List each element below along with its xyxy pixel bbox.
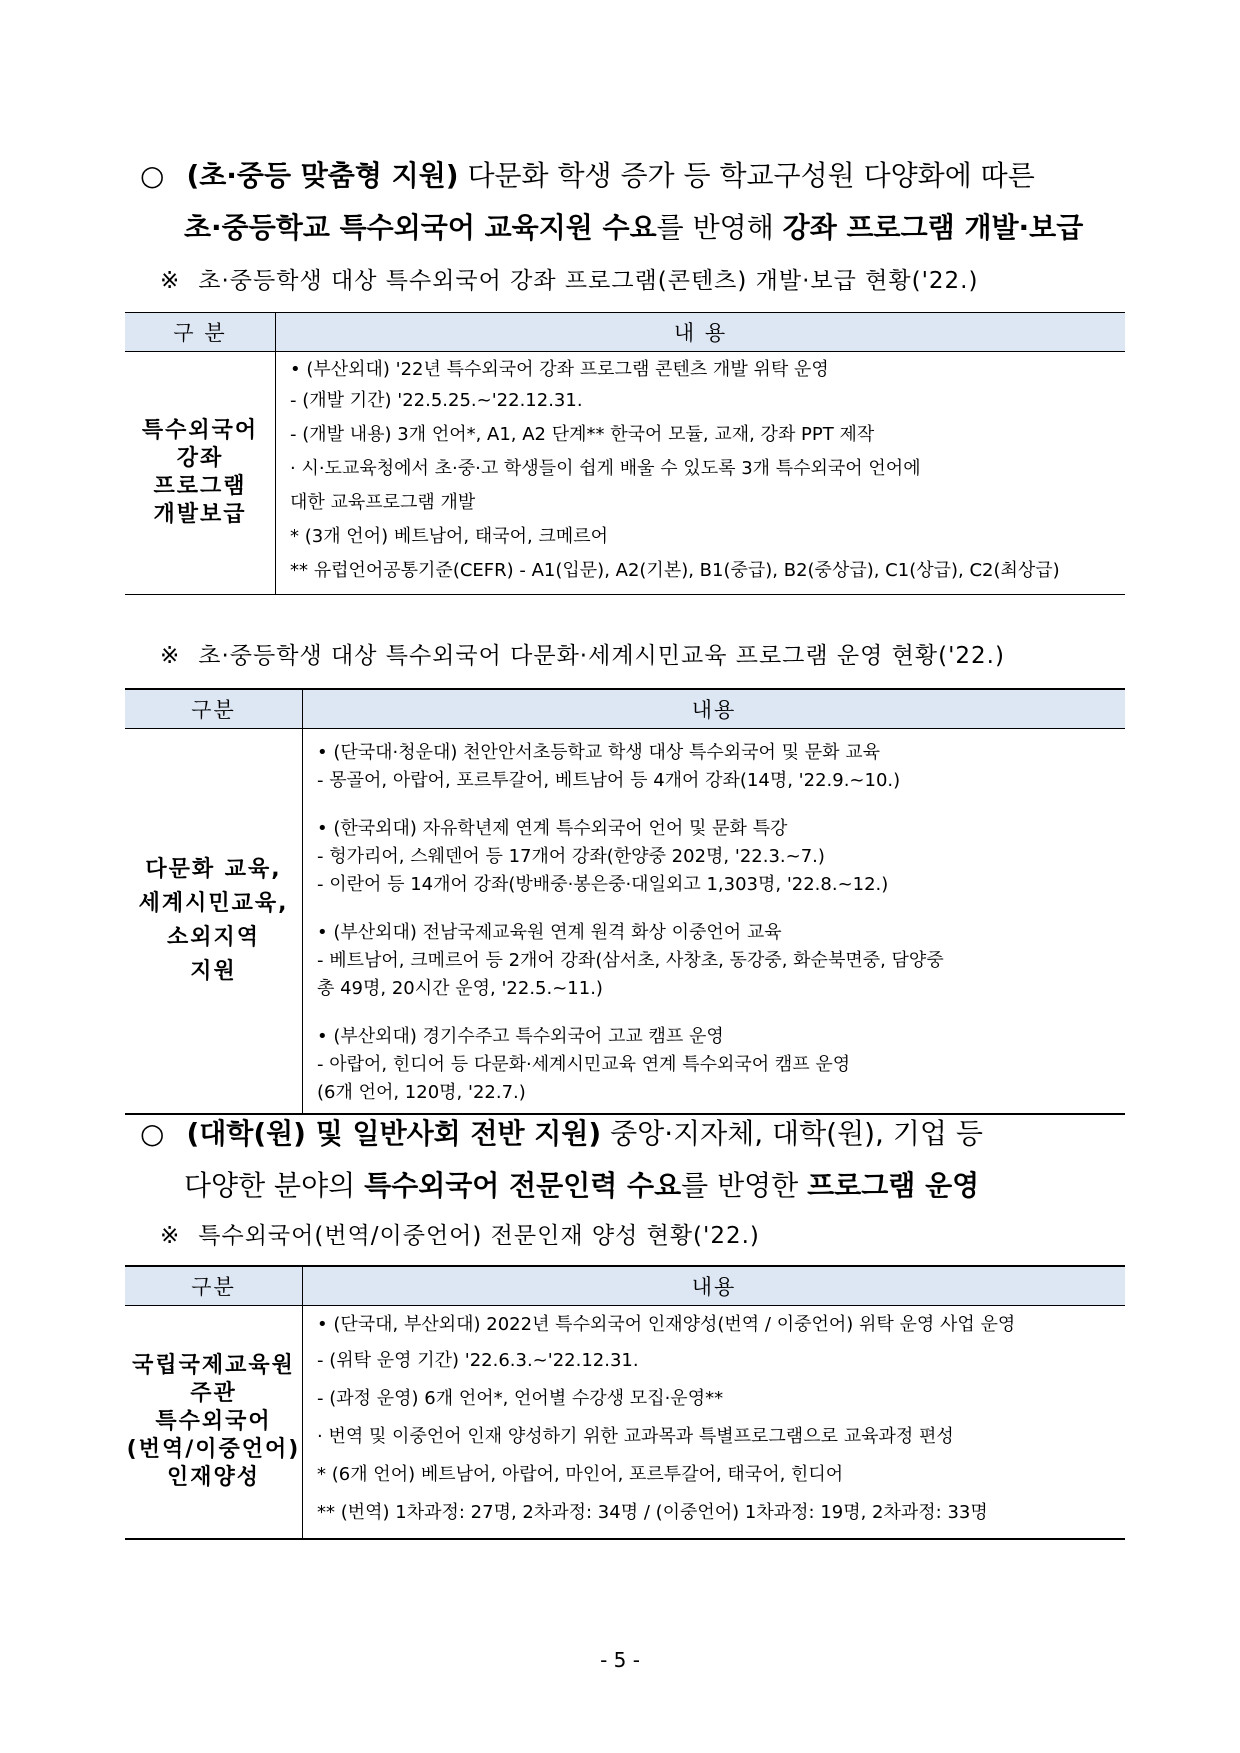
circle-bullet-icon: ○ bbox=[140, 159, 165, 192]
content-line: • (부산외대) 경기수주고 특수외국어 고교 캠프 운영 bbox=[317, 1026, 724, 1047]
row-content bbox=[276, 352, 1126, 595]
category-word: 국립국제교육원 bbox=[132, 1353, 295, 1378]
section-university-support bbox=[140, 1108, 1130, 1212]
content-line: · 시·도교육청에서 초·중·고 학생들이 쉽게 배울 수 있도록 3개 특수외국어 언어에 bbox=[290, 458, 921, 479]
caption-text: 초·중등학생 대상 특수외국어 다문화·세계시민교육 프로그램 운영 현황('22.) bbox=[198, 643, 1005, 669]
row-category bbox=[125, 352, 276, 595]
row-category bbox=[125, 729, 303, 1115]
category-word: 개발보급 bbox=[153, 502, 247, 527]
category-word: 다문화 교육, bbox=[145, 857, 282, 882]
table-header-row bbox=[125, 313, 1125, 352]
table-row bbox=[125, 729, 1125, 1115]
content-line: - 몽골어, 아랍어, 포르투갈어, 베트남어 등 4개어 강좌(14명, '22.9.~10.) bbox=[317, 770, 901, 791]
header-category: 구분 bbox=[125, 1266, 303, 1306]
section-text: 를 반영한 bbox=[681, 1169, 808, 1202]
content-line: · 번역 및 이중언어 인재 양성하기 위한 교과목과 특별프로그램으로 교육과정 편성 bbox=[317, 1426, 954, 1447]
reference-mark-icon: ※ bbox=[160, 1223, 181, 1249]
reference-mark-icon: ※ bbox=[160, 268, 181, 294]
table-row bbox=[125, 352, 1125, 595]
content-line: - 베트남어, 크메르어 등 2개어 강좌(삼서초, 사창초, 동강중, 화순북면중, 담양중 bbox=[317, 950, 944, 971]
section-heading: (대학(원) 및 일반사회 전반 지원) bbox=[186, 1117, 602, 1150]
content-line: - (개발 내용) 3개 언어*, A1, A2 단계** 한국어 모듈, 교재, 강좌 PPT 제작 bbox=[290, 424, 875, 445]
header-category: 구 분 bbox=[125, 313, 276, 352]
talent-training-table bbox=[125, 1265, 1125, 1540]
course-program-table bbox=[125, 312, 1125, 595]
content-line: • (단국대·청운대) 천안안서초등학교 학생 대상 특수외국어 및 문화 교육 bbox=[317, 742, 881, 763]
caption-text: 초·중등학생 대상 특수외국어 강좌 프로그램(콘텐츠) 개발·보급 현황('22.) bbox=[198, 268, 979, 294]
content-line: - 헝가리어, 스웨덴어 등 17개어 강좌(한양중 202명, '22.3.~7.) bbox=[317, 846, 825, 867]
table1-caption bbox=[160, 262, 978, 295]
section-text: 다양한 분야의 bbox=[184, 1169, 365, 1202]
section-text: 중앙·지자체, 대학(원), 기업 등 bbox=[601, 1117, 983, 1150]
category-word: 소외지역 bbox=[166, 925, 260, 950]
header-content: 내용 bbox=[303, 689, 1126, 729]
section-line-2 bbox=[140, 1160, 1130, 1212]
content-line: - (위탁 운영 기간) '22.6.3.~'22.12.31. bbox=[317, 1350, 639, 1371]
content-line: - 아랍어, 힌디어 등 다문화·세계시민교육 연계 특수외국어 캠프 운영 bbox=[317, 1054, 851, 1075]
table2-caption bbox=[160, 637, 1005, 670]
content-line: - (과정 운영) 6개 언어*, 언어별 수강생 모집·운영** bbox=[317, 1388, 724, 1409]
category-word: (번역/이중언어) bbox=[126, 1437, 301, 1462]
header-content: 내용 bbox=[303, 1266, 1126, 1306]
category-word: 프로그램 bbox=[153, 474, 247, 499]
caption-text: 특수외국어(번역/이중언어) 전문인재 양성 현황('22.) bbox=[198, 1223, 760, 1249]
content-line: * (3개 언어) 베트남어, 태국어, 크메르어 bbox=[290, 526, 608, 547]
category-word: 인재양성 bbox=[166, 1465, 260, 1490]
reference-mark-icon: ※ bbox=[160, 643, 181, 669]
content-line: • (한국외대) 자유학년제 연계 특수외국어 언어 및 문화 특강 bbox=[317, 818, 788, 839]
content-line: ** 유럽언어공통기준(CEFR) - A1(입문), A2(기본), B1(중급), B2(중상급), C1(상급), C2(최상급) bbox=[290, 560, 1060, 581]
content-line: - 이란어 등 14개어 강좌(방배중·봉은중·대일외고 1,303명, '22.8.~12.) bbox=[317, 874, 889, 895]
table-header-row bbox=[125, 1266, 1125, 1306]
content-line: • (부산외대) 전남국제교육원 연계 원격 화상 이중언어 교육 bbox=[317, 922, 782, 943]
table-row bbox=[125, 1306, 1125, 1540]
section-emphasis: 특수외국어 전문인력 수요 bbox=[364, 1169, 682, 1202]
content-line: ** (번역) 1차과정: 27명, 2차과정: 34명 / (이중언어) 1차과정: 19명, 2차과정: 33명 bbox=[317, 1502, 988, 1523]
content-line: • (부산외대) '22년 특수외국어 강좌 프로그램 콘텐츠 개발 위탁 운영 bbox=[290, 359, 829, 380]
category-word: 세계시민교육, bbox=[138, 891, 289, 916]
row-content bbox=[303, 1306, 1126, 1540]
header-content: 내 용 bbox=[276, 313, 1126, 352]
section-emphasis: 강좌 프로그램 개발·보급 bbox=[782, 211, 1084, 244]
content-line: - (개발 기간) '22.5.25.~'22.12.31. bbox=[290, 390, 583, 411]
section-heading: (초·중등 맞춤형 지원) bbox=[186, 159, 459, 192]
category-word: 특수외국어 bbox=[141, 418, 259, 443]
row-category bbox=[125, 1306, 303, 1540]
header-category: 구분 bbox=[125, 689, 303, 729]
content-line: 총 49명, 20시간 운영, '22.5.~11.) bbox=[317, 978, 603, 999]
section-line-1 bbox=[140, 150, 1130, 202]
section-line-2 bbox=[140, 202, 1130, 254]
category-word: 특수외국어 bbox=[155, 1409, 272, 1434]
content-line: (6개 언어, 120명, '22.7.) bbox=[317, 1082, 526, 1103]
page-number: - 5 - bbox=[600, 1648, 640, 1672]
content-line: * (6개 언어) 베트남어, 아랍어, 마인어, 포르투갈어, 태국어, 힌디어 bbox=[317, 1464, 844, 1485]
table-header-row bbox=[125, 689, 1125, 729]
section-text: 다문화 학생 증가 등 학교구성원 다양화에 따른 bbox=[458, 159, 1035, 192]
section-emphasis: 프로그램 운영 bbox=[807, 1169, 980, 1202]
category-word: 강좌 bbox=[176, 446, 224, 471]
content-line: 대한 교육프로그램 개발 bbox=[290, 492, 476, 513]
row-content bbox=[303, 729, 1126, 1115]
section-elementary-support bbox=[140, 150, 1130, 254]
circle-bullet-icon: ○ bbox=[140, 1117, 165, 1150]
category-word: 지원 bbox=[190, 959, 237, 984]
content-line: • (단국대, 부산외대) 2022년 특수외국어 인재양성(번역 / 이중언어) 위탁 운영 사업 운영 bbox=[317, 1314, 1016, 1335]
section-text: 를 반영해 bbox=[656, 211, 783, 244]
category-word: 주관 bbox=[190, 1381, 237, 1406]
multicultural-program-table bbox=[125, 688, 1125, 1115]
section-line-1 bbox=[140, 1108, 1130, 1160]
section-emphasis: 초·중등학교 특수외국어 교육지원 수요 bbox=[184, 211, 657, 244]
table3-caption bbox=[160, 1217, 760, 1250]
